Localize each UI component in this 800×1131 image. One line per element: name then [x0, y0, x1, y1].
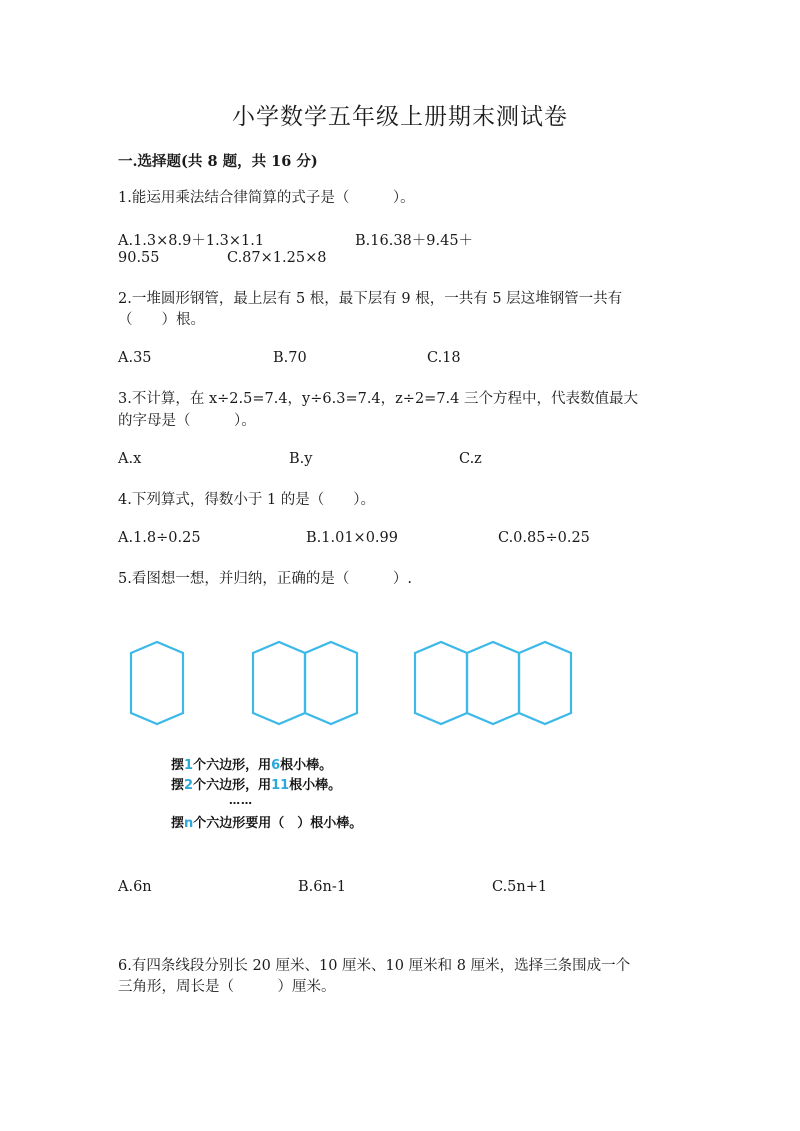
question-2-text-line2: （ ）根。	[118, 312, 205, 328]
question-5-option-b: B.6n-1	[298, 879, 346, 895]
hexagon	[253, 642, 305, 724]
question-2-option-a: A.35	[118, 350, 152, 366]
figure-caption-text: 根小棒。	[289, 778, 342, 793]
hexagon-figure	[120, 635, 580, 735]
hexagon	[415, 642, 467, 724]
question-5-option-a: A.6n	[118, 879, 152, 895]
figure-caption-number: 6	[271, 758, 281, 773]
figure-caption-line-2	[171, 774, 341, 793]
hexagon-group-3	[415, 642, 571, 724]
figure-caption-line-3	[171, 812, 362, 831]
figure-caption-text: 个六边形要用（ ）根小棒。	[193, 816, 363, 831]
question-2-text: 2.一堆圆形钢管，最上层有 5 根，最下层有 9 根，一共有 5 层这堆钢管一共有	[118, 291, 623, 307]
hexagon-group-1	[131, 642, 183, 724]
question-1-option-a: A.1.3×8.9＋1.3×1.1	[118, 233, 265, 249]
question-4-option-a: A.1.8÷0.25	[118, 530, 201, 546]
figure-caption-text: 个六边形，用	[193, 778, 272, 793]
figure-caption-number: 2	[184, 778, 194, 793]
hexagon-group-2	[253, 642, 357, 724]
question-3-text: 3.不计算，在 x÷2.5=7.4，y÷6.3=7.4，z÷2=7.4 三个方程中，代表数值最大	[118, 391, 638, 407]
question-2-option-b: B.70	[273, 350, 307, 366]
figure-caption-number: n	[184, 816, 194, 831]
question-3-text-line2: 的字母是（ ）。	[118, 413, 256, 429]
figure-caption-number: 11	[271, 778, 290, 793]
figure-caption-text: 个六边形，用	[193, 758, 272, 773]
question-4-text: 4.下列算式，得数小于 1 的是（ ）。	[118, 492, 376, 508]
figure-caption-number: 1	[184, 758, 194, 773]
question-3-option-c: C.z	[459, 451, 482, 467]
question-1-option-b-continued: 90.55	[118, 250, 160, 266]
hexagon	[467, 642, 519, 724]
question-1-option-b: B.16.38＋9.45＋	[355, 233, 474, 249]
question-4-option-b: B.1.01×0.99	[306, 530, 398, 546]
hexagon	[131, 642, 183, 724]
question-4-option-c: C.0.85÷0.25	[498, 530, 590, 546]
hexagon	[519, 642, 571, 724]
figure-ellipsis: ……	[229, 794, 253, 807]
section-heading: 一.选择题(共 8 题，共 16 分)	[118, 153, 318, 170]
question-3-option-a: A.x	[118, 451, 142, 467]
figure-caption-line-1	[171, 754, 332, 773]
question-3-option-b: B.y	[289, 451, 313, 467]
question-6-text: 6.有四条线段分别长 20 厘米、10 厘米、10 厘米和 8 厘米，选择三条围成一个	[118, 958, 631, 974]
page-title: 小学数学五年级上册期末测试卷	[232, 104, 568, 130]
question-1-option-c: C.87×1.25×8	[227, 250, 327, 266]
question-2-option-c: C.18	[427, 350, 461, 366]
question-6-text-line2: 三角形，周长是（ ）厘米。	[118, 979, 336, 995]
question-1-text: 1.能运用乘法结合律简算的式子是（ ）。	[118, 190, 415, 206]
figure-caption-text: 根小棒。	[280, 758, 333, 773]
question-5-option-c: C.5n+1	[492, 879, 548, 895]
figure-caption-text: 摆	[171, 816, 185, 831]
figure-caption-text: 摆	[171, 758, 185, 773]
hexagon	[305, 642, 357, 724]
question-5-text: 5.看图想一想，并归纳，正确的是（ ）.	[118, 571, 412, 587]
figure-caption-text: 摆	[171, 778, 185, 793]
